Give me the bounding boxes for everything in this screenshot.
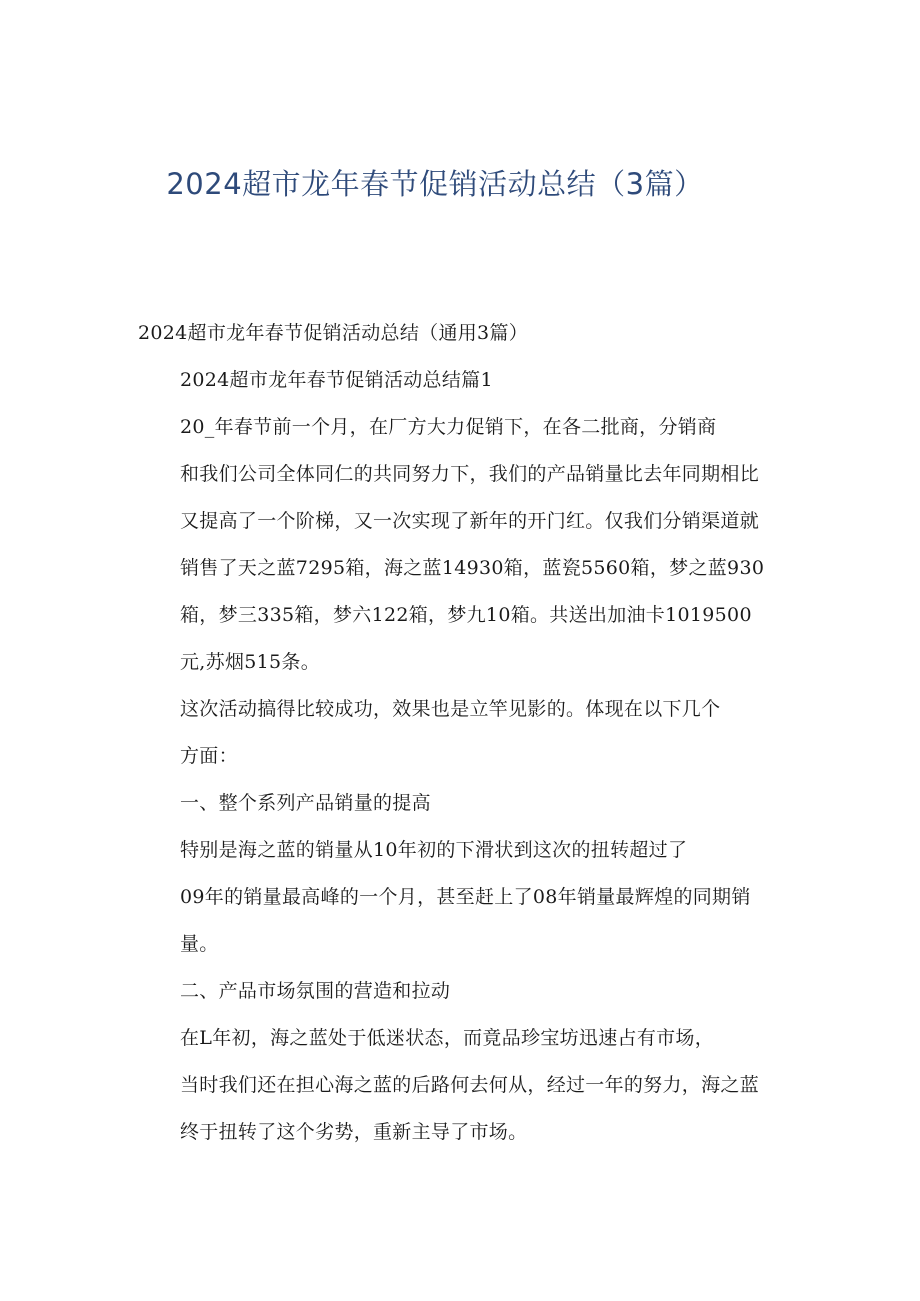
paragraph-line: 2024超市龙年春节促销活动总结篇1 bbox=[180, 369, 493, 391]
paragraph-line: 和我们公司全体同仁的共同努力下，我们的产品销量比去年同期相比 bbox=[180, 463, 760, 485]
paragraph-line: 又提高了一个阶梯，又一次实现了新年的开门红。仅我们分销渠道就 bbox=[180, 510, 760, 532]
paragraph-line: 当时我们还在担心海之蓝的后路何去何从，经过一年的努力，海之蓝 bbox=[180, 1074, 760, 1096]
paragraph bbox=[138, 357, 788, 404]
paragraph-line: 09年的销量最高峰的一个月，甚至赶上了08年销量最辉煌的同期销 bbox=[180, 886, 751, 908]
paragraph-line: 销售了天之蓝7295箱，海之蓝14930箱，蓝瓷5560箱，梦之蓝930 bbox=[180, 557, 765, 579]
paragraph-line: 量。 bbox=[180, 933, 219, 955]
paragraph bbox=[138, 968, 788, 1015]
paragraph bbox=[138, 310, 788, 357]
paragraph-line: 这次活动搞得比较成功，效果也是立竿见影的。体现在以下几个 bbox=[180, 698, 721, 720]
document-body bbox=[138, 310, 788, 1156]
paragraph bbox=[138, 404, 788, 686]
paragraph-line: 箱，梦三335箱，梦六122箱，梦九10箱。共送出加油卡1019500 bbox=[180, 604, 752, 626]
paragraph-line: 特别是海之蓝的销量从10年初的下滑状到这次的扭转超过了 bbox=[180, 839, 688, 861]
paragraph bbox=[138, 780, 788, 827]
paragraph bbox=[138, 827, 788, 968]
paragraph bbox=[138, 1015, 788, 1156]
paragraph-line: 二、产品市场氛围的营造和拉动 bbox=[180, 980, 451, 1002]
document-title: 2024超市龙年春节促销活动总结（3篇） bbox=[166, 167, 704, 201]
paragraph bbox=[138, 686, 788, 780]
paragraph-line: 在L年初，海之蓝处于低迷状态，而竟品珍宝坊迅速占有市场， bbox=[180, 1027, 715, 1049]
paragraph-line: 方面： bbox=[180, 745, 238, 767]
paragraph-line: 一、整个系列产品销量的提高 bbox=[180, 792, 431, 814]
paragraph-line: 20_年春节前一个月，在厂方大力促销下，在各二批商，分销商 bbox=[180, 416, 717, 438]
paragraph-line: 终于扭转了这个劣势，重新主导了市场。 bbox=[180, 1121, 528, 1143]
paragraph-line: 2024超市龙年春节促销活动总结（通用3篇） bbox=[138, 322, 529, 344]
paragraph-line: 元,苏烟515条。 bbox=[180, 651, 321, 673]
